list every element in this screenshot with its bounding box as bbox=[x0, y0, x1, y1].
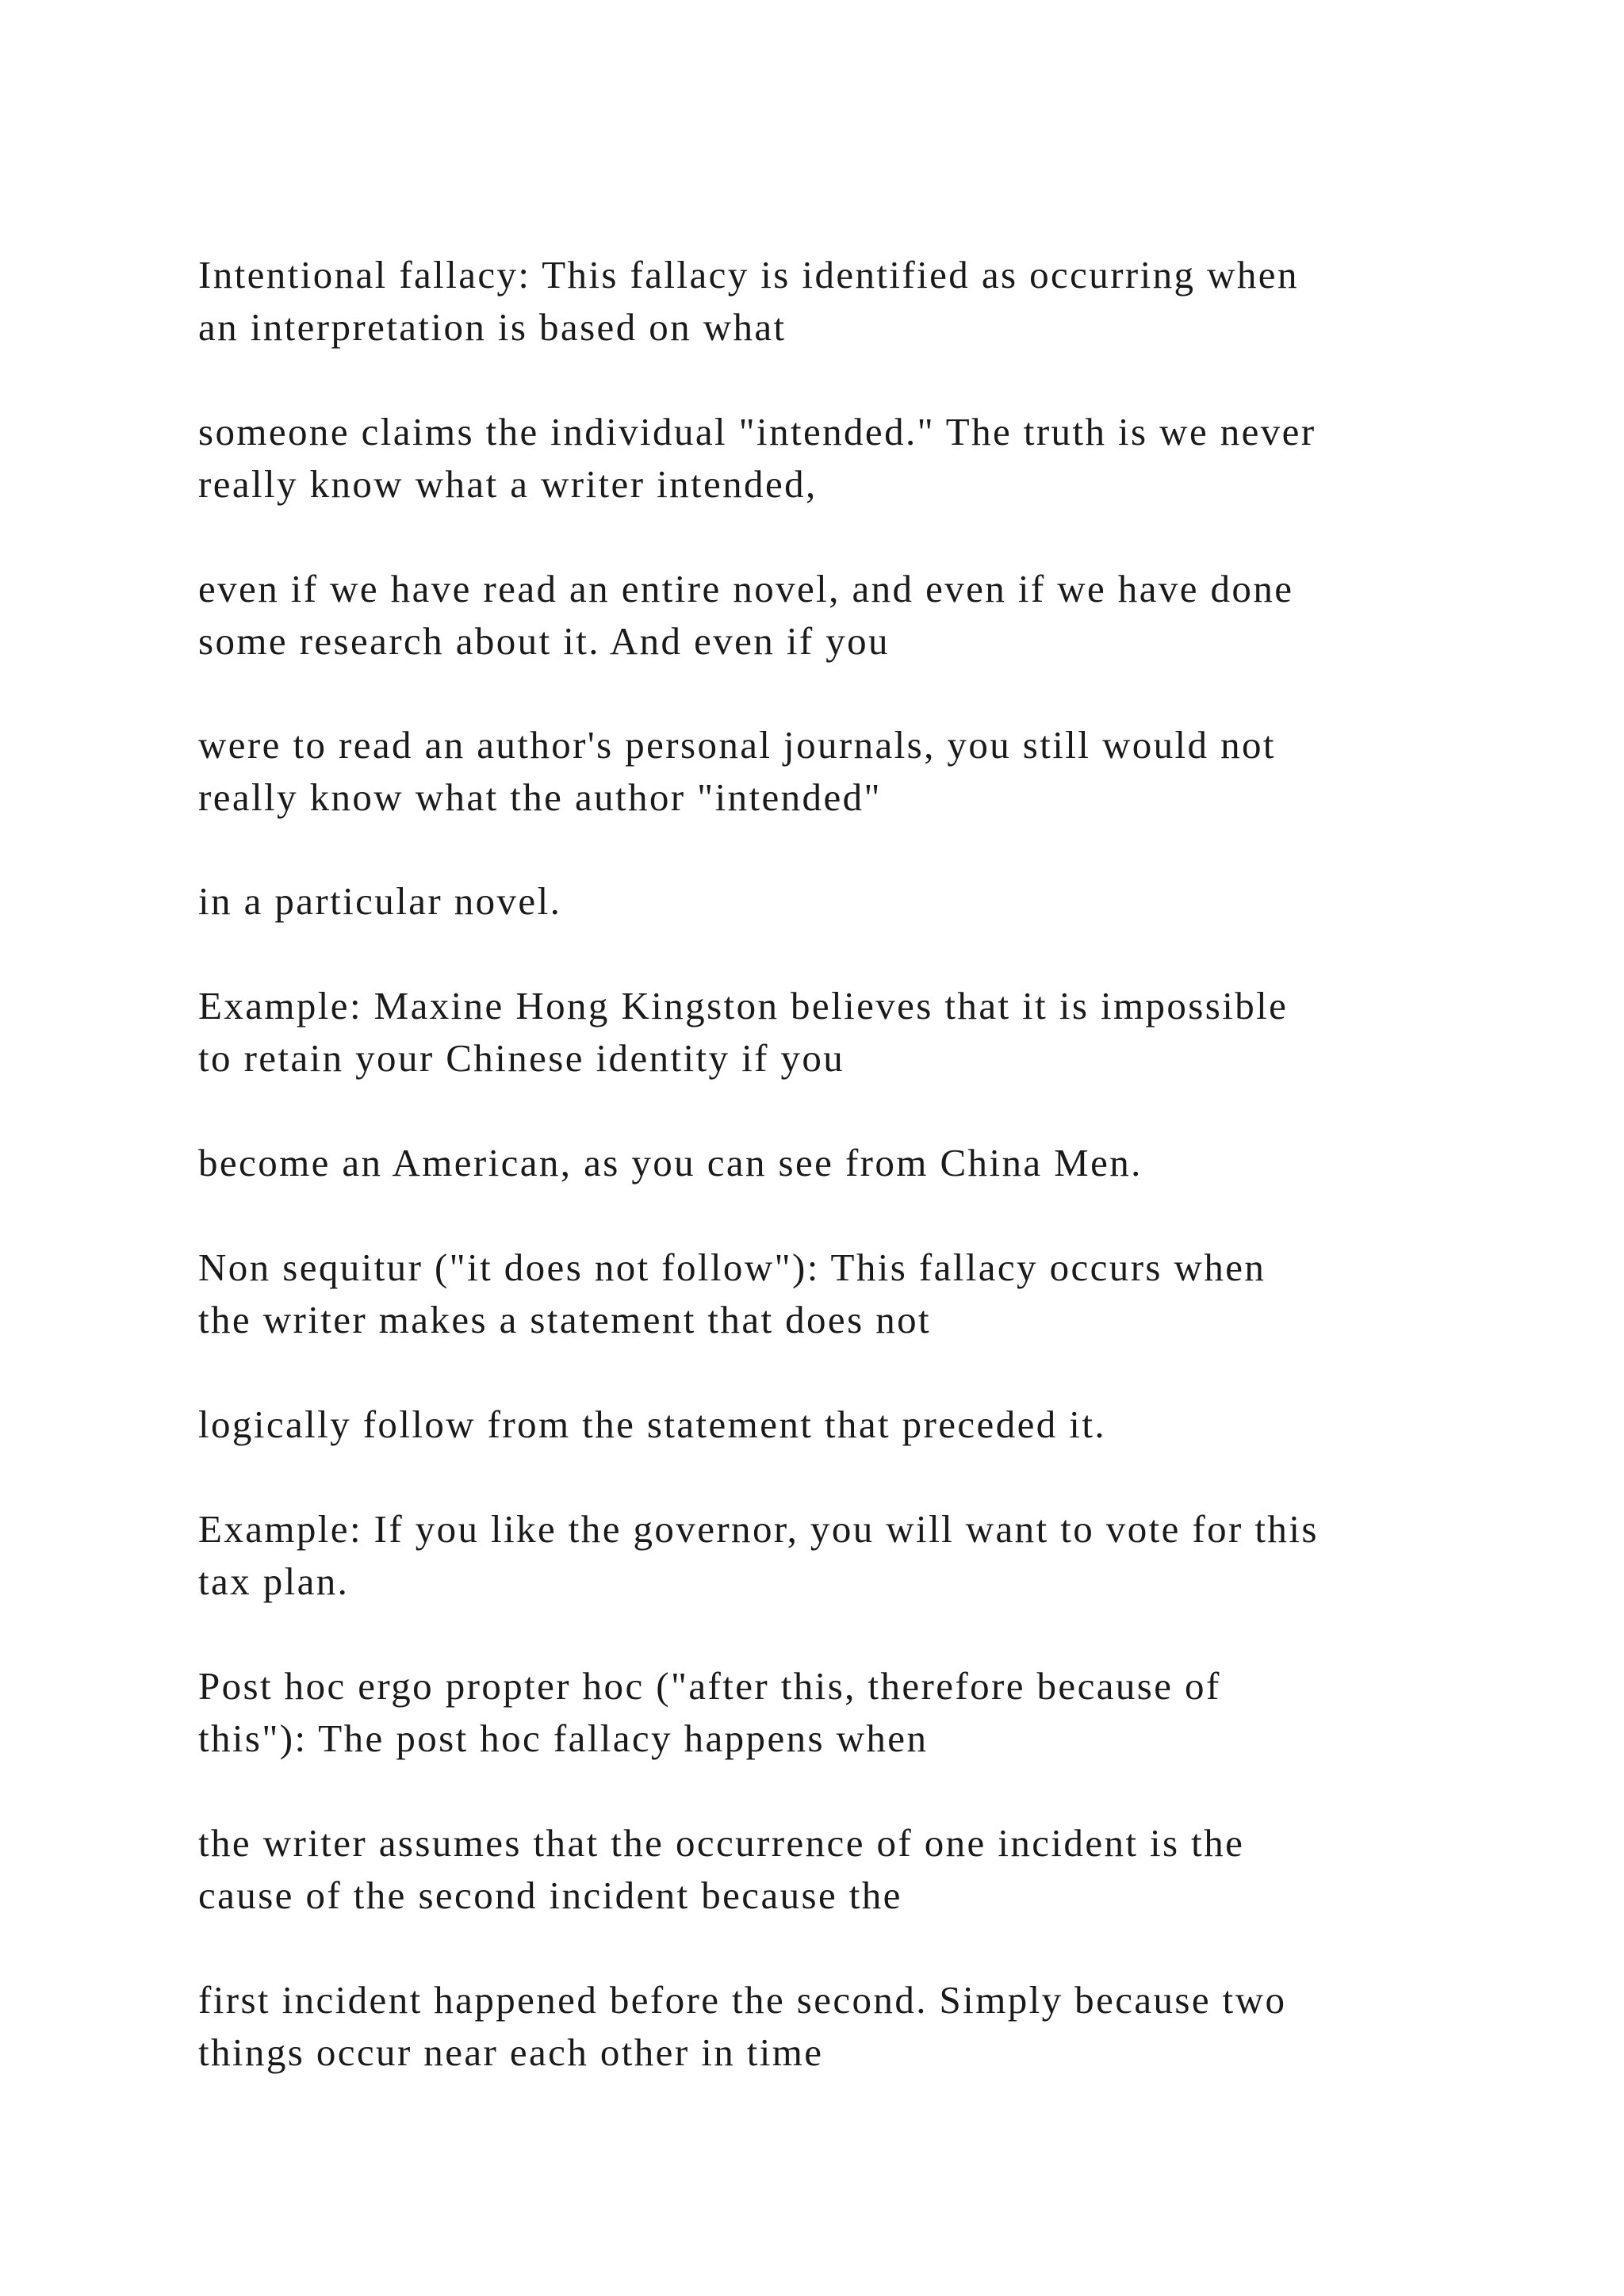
text-line: this"): The post hoc fallacy happens when bbox=[198, 1716, 929, 1760]
text-line: were to read an author's personal journals, you still would not bbox=[198, 723, 1276, 767]
paragraph-china-men bbox=[198, 1137, 1499, 1189]
text-line: become an American, as you can see from China Men. bbox=[198, 1141, 1143, 1184]
text-line: to retain your Chinese identity if you bbox=[198, 1036, 845, 1080]
text-line: things occur near each other in time bbox=[198, 2030, 824, 2074]
text-line: Example: Maxine Hong Kingston believes that it is impossible bbox=[198, 984, 1289, 1027]
text-line: cause of the second incident because the bbox=[198, 1873, 902, 1917]
paragraph-occurrence bbox=[198, 1817, 1499, 1922]
paragraph-logically-follow bbox=[198, 1399, 1499, 1451]
text-line: an interpretation is based on what bbox=[198, 305, 787, 349]
text-line: some research about it. And even if you bbox=[198, 619, 890, 663]
text-line: tax plan. bbox=[198, 1559, 350, 1603]
text-line: the writer makes a statement that does not bbox=[198, 1298, 932, 1341]
text-line: Example: If you like the governor, you will want to vote for this bbox=[198, 1507, 1319, 1551]
paragraph-particular-novel bbox=[198, 875, 1499, 928]
text-line: Intentional fallacy: This fallacy is identified as occurring when bbox=[198, 253, 1299, 297]
paragraph-post-hoc bbox=[198, 1660, 1499, 1765]
paragraph-intended-claim bbox=[198, 406, 1499, 511]
text-line: Non sequitur ("it does not follow"): This fallacy occurs when bbox=[198, 1246, 1266, 1289]
text-line: even if we have read an entire novel, and even if we have done bbox=[198, 567, 1294, 610]
paragraph-example-kingston bbox=[198, 980, 1499, 1085]
text-line: first incident happened before the second. Simply because two bbox=[198, 1978, 1287, 2022]
paragraph-first-incident bbox=[198, 1974, 1499, 2079]
text-line: the writer assumes that the occurrence of one incident is the bbox=[198, 1821, 1245, 1865]
text-line: really know what the author "intended" bbox=[198, 775, 882, 819]
text-line: someone claims the individual "intended." The truth is we never bbox=[198, 410, 1316, 453]
paragraph-example-governor bbox=[198, 1503, 1499, 1608]
text-line: in a particular novel. bbox=[198, 879, 562, 923]
paragraph-personal-journals bbox=[198, 719, 1499, 824]
paragraph-entire-novel bbox=[198, 563, 1499, 668]
text-line: Post hoc ergo propter hoc ("after this, therefore because of bbox=[198, 1664, 1221, 1708]
paragraph-non-sequitur bbox=[198, 1242, 1499, 1346]
paragraph-intentional-fallacy bbox=[198, 249, 1499, 354]
text-line: logically follow from the statement that preceded it. bbox=[198, 1402, 1106, 1446]
text-line: really know what a writer intended, bbox=[198, 462, 818, 506]
